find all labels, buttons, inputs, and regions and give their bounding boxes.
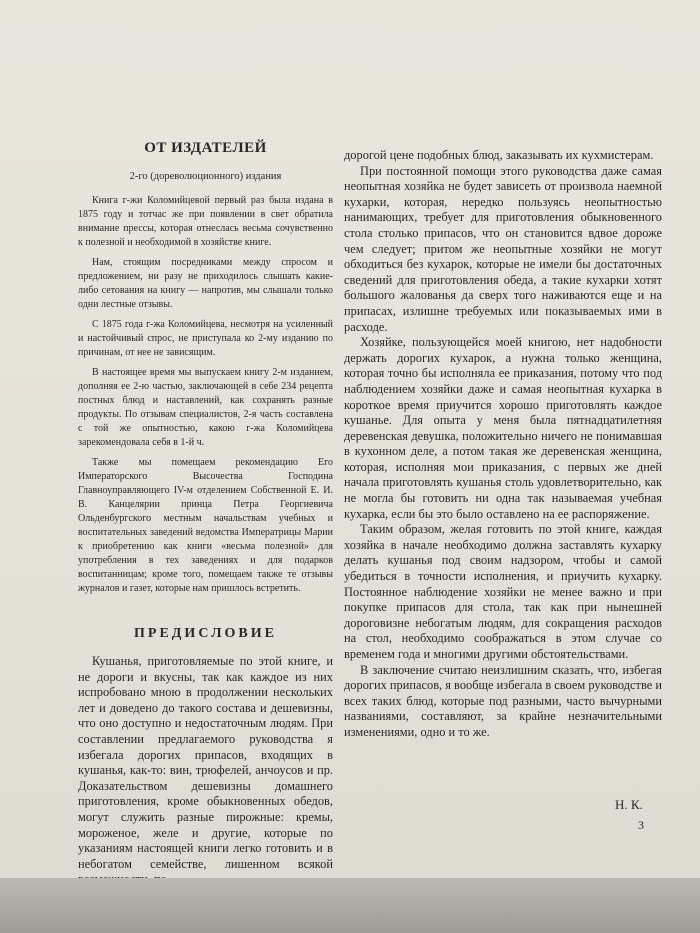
publishers-paragraph: Также мы помещаем рекомендацию Его Императорского Высочества Господина Главноуправляющего IV-м отделением Собственной Е. И. В. Канцелярии принца Петра Георгиевича Ольденбургского местным начальствам учебных и воспитательных заведений ведомства Императрицы Марии к приобретению как книги «весьма полезной» для употребления в тех заведениях и для подарков воспитанницам; кроме того, помещаем также те отзывы журналов и газет, которые нам пришлось встретить.	[78, 457, 333, 594]
preface-paragraph: При постоянной помощи этого руководства даже самая неопытная хозяйка не будет зависеть от произвола наемной кухарки, которая, нередко пользуясь неопытностью нанимающих, требует для приготовления обыкновенного стола столько припасов, что он становится вдвое дороже чем следует; притом же неопытные хозяйки не могут обходиться без кухарок, которые не имели бы достаточных сведений для приготовления обеда, а такие кухарки хотят большого жалованья да сверх того наживаются еще и на припасах, излишне требуемых или показываемых ими в расходе.	[344, 163, 662, 334]
publishers-text	[78, 194, 333, 596]
preface-paragraph: В заключение считаю неизлишним сказать, что, избегая дорогих припасов, я вообще избегала в своем руководстве и всех таких блюд, которые под разными, часто вычурными названиями, составляют, за крайне незначительными изменениями, одно и то же.	[344, 662, 662, 739]
preface-paragraph: дорогой цене подобных блюд, заказывать их кухмистерам.	[344, 148, 654, 162]
preface-paragraph: Хозяйке, пользующейся моей книгою, нет надобности держать дорогих кухарок, а нужна только женщина, которая точно бы исполняла ее приказания, потому что под наблюдением хозяйки даже и самая неопытная кухарка в короткое время приучится хорошо приготовлять каждое кушанье. Для опыта у меня была пятнадцатилетняя деревенская девушка, положительно ничего не понимавшая в кухонном деле, а потом такая же деревенская женщина, которая, исполняя мои приказания, с первых же дней начала приготовлять кушанья столь удовлетворительно, как не могла бы готовить ни одна так называемая учебная кухарка, если бы это было оставлено на ее распоряжение.	[344, 335, 662, 521]
table-surface	[0, 878, 700, 933]
right-column	[344, 148, 662, 741]
author-signature: Н. К.	[615, 797, 643, 812]
publishers-heading: ОТ ИЗДАТЕЛЕЙ	[144, 140, 267, 156]
left-column	[78, 140, 333, 888]
publishers-paragraph: В настоящее время мы выпускаем книгу 2-м изданием, дополняя ее 2-ю частью, заключающей в себе 234 рецепта постных блюд и наставлений, как сохранять разные продукты. По отзывам специалистов, 2-я часть составлена с той же опытностью, какою г-жа Коломийцева зарекомендовала себя в 1-й ч.	[78, 367, 333, 448]
publishers-paragraph: Нам, стоящим посредниками между спросом и предложением, ни разу не приходилось слышать какие-либо сетования на книгу — напротив, мы слышали только одни лестные отзывы.	[78, 257, 333, 310]
page-number: 3	[638, 818, 644, 832]
edition-subtitle: 2-го (дореволюционного) издания	[129, 171, 282, 182]
preface-paragraph: Таким образом, желая готовить по этой книге, каждая хозяйка в начале необходимо должна заставлять кухарку делать кушанья под своим надзором, чтобы и самой убедиться в точности исполнения, и приучить кухарку. Постоянное наблюдение хозяйки не менее важно и при покупке припасов для стола, так как при нынешней дороговизне небогатым людям, для сокращения расходов на стол, необходимо соображаться в этом случае со временем года и многими другими обстоятельствами.	[344, 522, 662, 661]
preface-left-text	[78, 654, 333, 888]
publishers-paragraph: Книга г-жи Коломийцевой первый раз была издана в 1875 году и тотчас же при появлении в свет обратила внимание прессы, которая отнеслась весьма сочувственно к полезной и необходимой в хозяйстве книге.	[78, 195, 333, 248]
publishers-paragraph: С 1875 года г-жа Коломийцева, несмотря на усиленный и настойчивый спрос, не приступала ко 2-му изданию по причинам, от нее не зависящим.	[78, 319, 333, 358]
preface-heading: ПРЕДИСЛОВИЕ	[134, 626, 277, 641]
preface-paragraph: Кушанья, приготовляемые по этой книге, и не дороги и вкусны, так как каждое из них испробовано мною в продолжении нескольких лет и доведено до такого состава и дешевизны, что оно доступно и недостаточным людям. При составлении предлагаемого руководства я избегала дорогих припасов, входящих в кушанья, как-то: вин, трюфелей, анчоусов и пр. Доказательством дешевизны домашнего приготовления, кроме обыкновенных обедов, могут служить разные пирожные: кремы, мороженое, желе и другие, которые по указаниям настоящей книги легко готовить и в небогатом семействе, лишенном всякой	[78, 654, 333, 871]
